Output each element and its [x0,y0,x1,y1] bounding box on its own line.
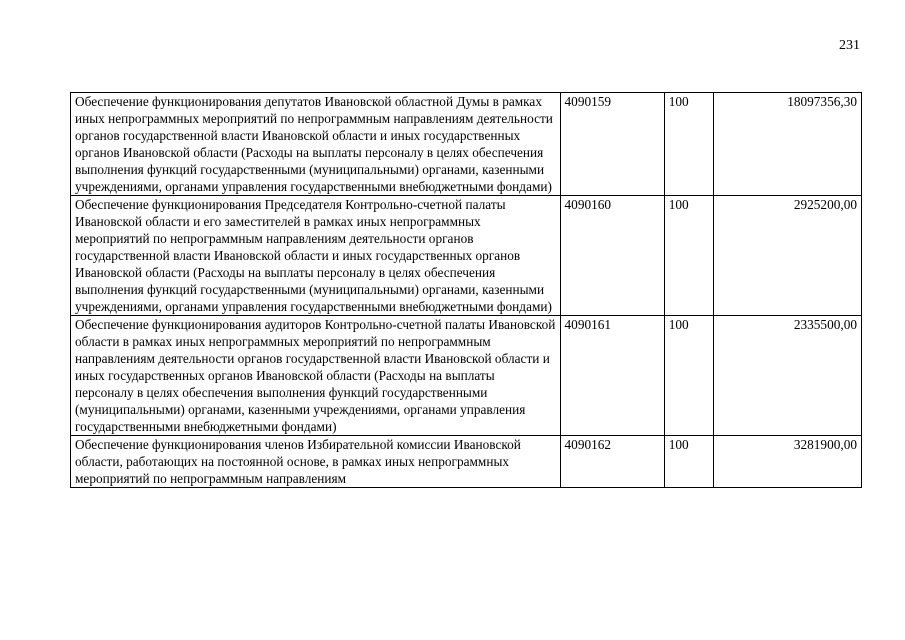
row-code: 4090159 [560,93,664,196]
row-amount: 2335500,00 [713,316,861,436]
row-expense-kind: 100 [664,93,713,196]
row-code: 4090162 [560,436,664,488]
row-expense-kind: 100 [664,436,713,488]
table-row [71,93,862,196]
row-description: Обеспечение функционирования членов Избирательной комиссии Ивановской области, работающих на постоянной основе, в рамках иных непрограммных мероприятий по непрограммным направлениям [71,436,561,488]
row-code: 4090161 [560,316,664,436]
table-row [71,316,862,436]
row-description: Обеспечение функционирования аудиторов Контрольно-счетной палаты Ивановской области в рамках иных непрограммных мероприятий по непрограммным направлениям деятельности органов государственной власти Ивановской области и иных государственных органов Ивановской области (Расходы на выплаты персоналу в целях обеспечения выполнения функций государственными (муниципальными) органами, казенными учреждениями, органами управления государственными внебюджетными фондами) [71,316,561,436]
table-row [71,436,862,488]
row-expense-kind: 100 [664,316,713,436]
budget-table [70,92,862,488]
row-description: Обеспечение функционирования депутатов Ивановской областной Думы в рамках иных непрограммных мероприятий по непрограммным направлениям деятельности органов государственной власти Ивановской области и иных государственных органов Ивановской области (Расходы на выплаты персоналу в целях обеспечения выполнения функций государственными (муниципальными) органами, казенными учреждениями, органами управления государственными внебюджетными фондами) [71,93,561,196]
page-number: 231 [839,38,860,53]
row-amount: 3281900,00 [713,436,861,488]
row-code: 4090160 [560,196,664,316]
row-description: Обеспечение функционирования Председателя Контрольно-счетной палаты Ивановской области и его заместителей в рамках иных непрограммных мероприятий по непрограммным направлениям деятельности органов государственной власти Ивановской области и иных государственных органов Ивановской области (Расходы на выплаты персоналу в целях обеспечения выполнения функций государственными (муниципальными) органами, казенными учреждениями, органами управления государственными внебюджетными фондами) [71,196,561,316]
row-expense-kind: 100 [664,196,713,316]
row-amount: 2925200,00 [713,196,861,316]
row-amount: 18097356,30 [713,93,861,196]
table-row [71,196,862,316]
